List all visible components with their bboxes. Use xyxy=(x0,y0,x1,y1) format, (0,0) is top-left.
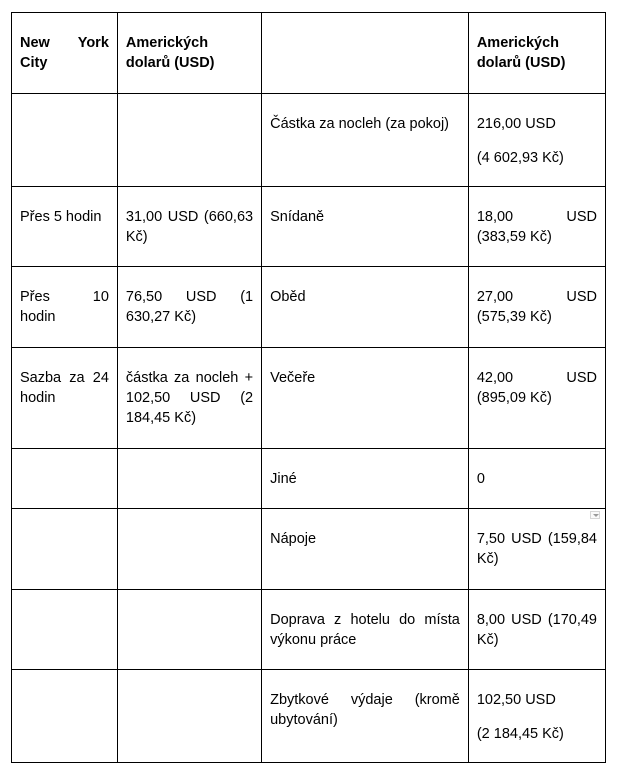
table-cell[interactable] xyxy=(12,670,118,763)
table-cell[interactable]: Přes 5 hodin xyxy=(12,187,118,267)
table-cell[interactable]: Sazba za 24 hodin xyxy=(12,348,118,449)
table-cell[interactable]: 42,00 USD (895,09 Kč) xyxy=(468,348,605,449)
rates-table xyxy=(11,12,606,763)
table-row xyxy=(12,94,606,187)
table-cell[interactable]: 7,50 USD (159,84 Kč) xyxy=(468,509,605,590)
table-cell[interactable] xyxy=(12,449,118,509)
table-row xyxy=(12,590,606,670)
header-cell-city[interactable]: New York City xyxy=(12,13,118,94)
header-cell-empty[interactable] xyxy=(262,13,469,94)
table-cell[interactable] xyxy=(468,94,605,187)
table-cell[interactable]: 76,50 USD (1 630,27 Kč) xyxy=(117,267,261,348)
table-row xyxy=(12,509,606,590)
table-cell[interactable] xyxy=(117,449,261,509)
table-cell[interactable]: částka za nocleh + 102,50 USD (2 184,45 Kč) xyxy=(117,348,261,449)
table-cell[interactable] xyxy=(12,509,118,590)
table-cell[interactable] xyxy=(12,590,118,670)
table-cell[interactable]: Doprava z hotelu do místa výkonu práce xyxy=(262,590,469,670)
table-row xyxy=(12,670,606,763)
table-cell[interactable]: 18,00 USD (383,59 Kč) xyxy=(468,187,605,267)
table-header-row xyxy=(12,13,606,94)
table-cell[interactable] xyxy=(117,509,261,590)
table-cell[interactable]: Večeře xyxy=(262,348,469,449)
cell-line: 216,00 USD xyxy=(476,116,556,132)
table-row xyxy=(12,267,606,348)
table-cell[interactable]: 27,00 USD (575,39 Kč) xyxy=(468,267,605,348)
table-cell[interactable]: Zbytkové výdaje (kromě ubytování) xyxy=(262,670,469,763)
table-cell[interactable]: 8,00 USD (170,49 Kč) xyxy=(468,590,605,670)
table-cell[interactable]: 31,00 USD (660,63 Kč) xyxy=(117,187,261,267)
header-cell-usd-2[interactable]: Amerických dolarů (USD) xyxy=(468,13,605,94)
cell-line: (2 184,45 Kč) xyxy=(476,726,564,742)
cell-dropdown-icon[interactable] xyxy=(590,511,600,519)
table-cell[interactable]: 0 xyxy=(468,449,605,509)
table-cell[interactable]: Částka za nocleh (za pokoj) xyxy=(262,94,469,187)
cell-line: 102,50 USD xyxy=(476,692,556,708)
table-cell[interactable] xyxy=(117,670,261,763)
table-cell[interactable] xyxy=(468,670,605,763)
table-cell[interactable] xyxy=(12,94,118,187)
table-cell[interactable] xyxy=(117,94,261,187)
table-row xyxy=(12,187,606,267)
cell-line: (4 602,93 Kč) xyxy=(476,150,564,166)
table-cell[interactable]: Snídaně xyxy=(262,187,469,267)
table-cell[interactable] xyxy=(117,590,261,670)
table-cell[interactable]: Oběd xyxy=(262,267,469,348)
table-row xyxy=(12,348,606,449)
table-cell[interactable]: Přes 10 hodin xyxy=(12,267,118,348)
table-cell[interactable]: Jiné xyxy=(262,449,469,509)
table-cell[interactable]: Nápoje xyxy=(262,509,469,590)
table-row xyxy=(12,449,606,509)
header-cell-usd-1[interactable]: Amerických dolarů (USD) xyxy=(117,13,261,94)
